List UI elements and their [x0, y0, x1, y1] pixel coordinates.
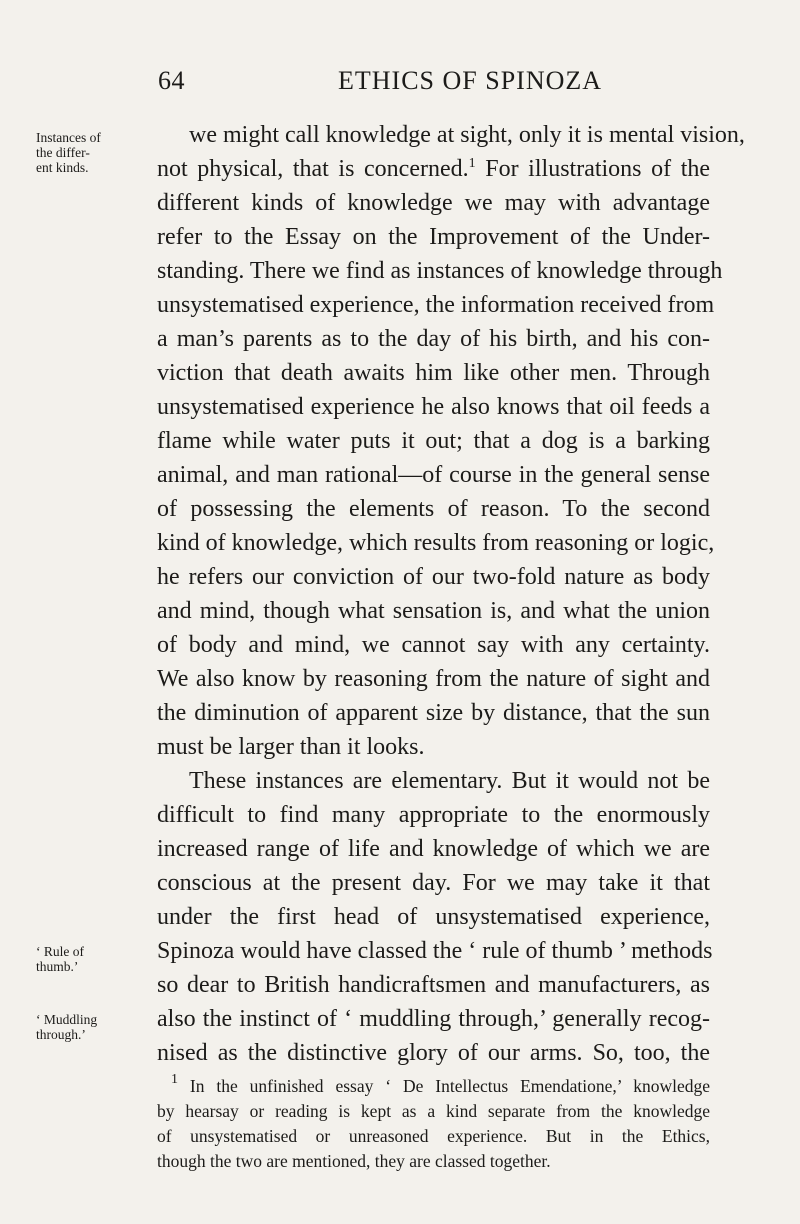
body-line: Spinoza would have classed the ‘ rule of thumb ’ methods: [157, 938, 713, 964]
body-line: so dear to British handicraftsmen and manufacturers, as: [157, 972, 710, 998]
body-line: different kinds of knowledge we may with advantage: [157, 190, 710, 216]
running-title: ETHICS OF SPINOZA: [338, 66, 603, 95]
body-line: refer to the Essay on the Improvement of the Under-: [157, 224, 710, 250]
margin-note-line: ent kinds.: [36, 160, 89, 175]
footnote-line: by hearsay or reading is kept as a kind separate from the knowledge: [157, 1101, 710, 1121]
margin-note-line: through.’: [36, 1027, 86, 1042]
page-header: [0, 66, 800, 100]
footnote-line: [171, 1074, 710, 1099]
body-line: difficult to find many appropriate to the enormously: [157, 802, 710, 828]
body-line-text: not physical, that is concerned.: [157, 156, 469, 182]
body-line: standing. There we find as instances of knowledge through: [157, 258, 723, 284]
margin-note-line: ‘ Rule of: [36, 944, 84, 959]
margin-note-line: thumb.’: [36, 959, 79, 974]
footnote-line: of unsystematised or unreasoned experience. But in the Ethics,: [157, 1126, 710, 1146]
body-line: kind of knowledge, which results from reasoning or logic,: [157, 530, 715, 556]
footnote-marker: 1: [171, 1072, 178, 1087]
body-line: nised as the distinctive glory of our arms. So, too, the: [157, 1040, 710, 1066]
margin-note-rule-of-thumb: [36, 944, 154, 974]
footnote-reference: 1: [468, 156, 476, 171]
body-line: of body and mind, we cannot say with any certainty.: [157, 632, 710, 658]
body-line: we might call knowledge at sight, only it is mental vision,: [189, 122, 745, 148]
footnote-text: In the unfinished essay ‘ De Intellectus Emendatione,’ knowledge: [189, 1076, 710, 1096]
footnote-line: though the two are mentioned, they are classed together.: [157, 1151, 551, 1171]
body-line: the diminution of apparent size by distance, that the sun: [157, 700, 710, 726]
body-line: These instances are elementary. But it would not be: [189, 768, 710, 794]
body-line: also the instinct of ‘ muddling through,’ generally recog-: [157, 1006, 710, 1032]
body-line: [157, 152, 710, 186]
body-line: unsystematised experience, the information received from: [157, 292, 715, 318]
margin-note-line: Instances of: [36, 130, 101, 145]
margin-note-instances: [36, 130, 154, 175]
margin-note-line: ‘ Muddling: [36, 1012, 98, 1027]
body-line: of possessing the elements of reason. To the second: [157, 496, 710, 522]
margin-note-line: the differ-: [36, 145, 90, 160]
body-line: We also know by reasoning from the nature of sight and: [157, 666, 710, 692]
body-line: unsystematised experience he also knows that oil feeds a: [157, 394, 710, 420]
body-line: increased range of life and knowledge of which we are: [157, 836, 710, 862]
body-line: he refers our conviction of our two-fold nature as body: [157, 564, 710, 590]
body-line-text: For illustrations of the: [485, 156, 711, 182]
body-line: must be larger than it looks.: [157, 734, 425, 760]
page-number: 64: [158, 66, 185, 95]
body-line: under the first head of unsystematised experience,: [157, 904, 710, 930]
body-line: animal, and man rational—of course in the general sense: [157, 462, 710, 488]
body-line: viction that death awaits him like other men. Through: [157, 360, 710, 386]
body-line: and mind, though what sensation is, and what the union: [157, 598, 710, 624]
body-line: a man’s parents as to the day of his birth, and his con-: [157, 326, 710, 352]
margin-note-muddling-through: [36, 1012, 154, 1042]
body-line: conscious at the present day. For we may take it that: [157, 870, 710, 896]
body-line: flame while water puts it out; that a dog is a barking: [157, 428, 710, 454]
